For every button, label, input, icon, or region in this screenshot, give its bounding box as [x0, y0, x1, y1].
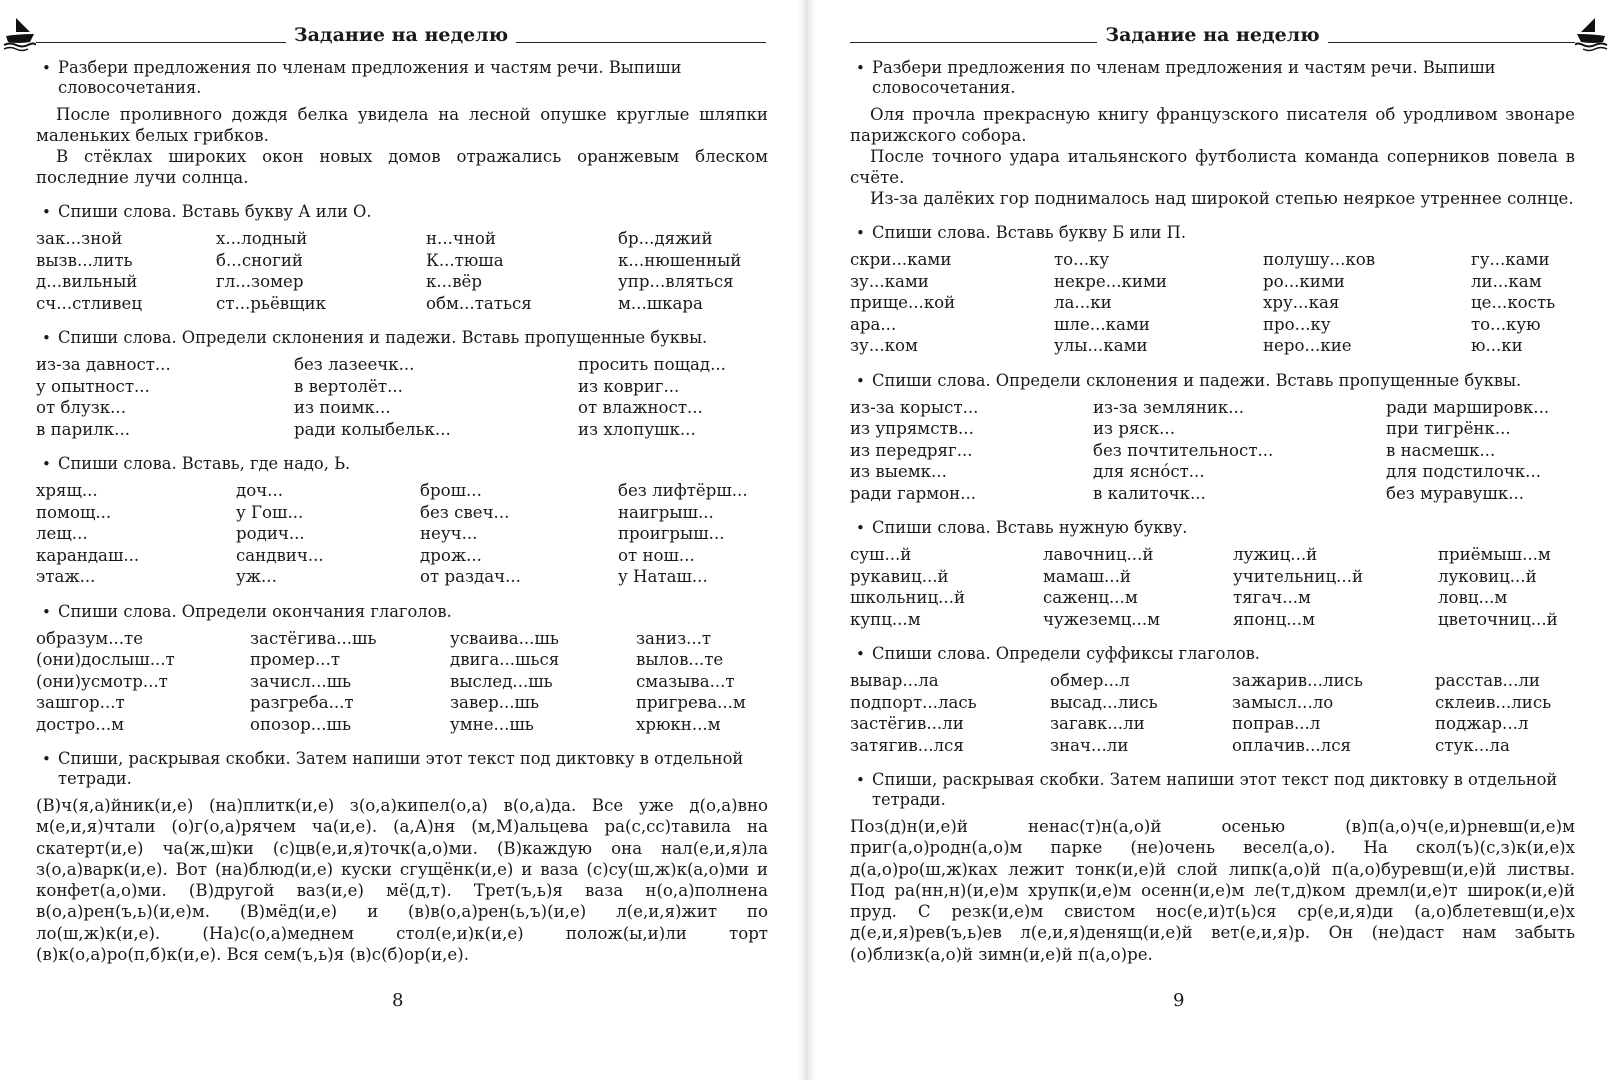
- word-grid: [850, 397, 1575, 505]
- word: доч...: [236, 481, 284, 500]
- word: из упрямств...: [850, 419, 974, 438]
- word: бр...дяжий: [618, 229, 713, 248]
- word: в насмешк...: [1386, 440, 1496, 460]
- word: из-за давност...: [36, 355, 171, 374]
- word: опозор...шь: [250, 714, 351, 734]
- word: выслед...шь: [450, 671, 553, 691]
- exercise-verb-suffixes: [850, 644, 1575, 756]
- word: разгреба...т: [250, 693, 354, 712]
- word: неуч...: [420, 524, 478, 543]
- word: улы...ками: [1054, 336, 1148, 355]
- word: без муравушк...: [1386, 483, 1525, 503]
- word: от влажност...: [578, 398, 703, 417]
- word: замысл...ло: [1232, 692, 1334, 712]
- header-rule: [516, 28, 766, 43]
- word: рукавиц...й: [850, 566, 949, 586]
- task-instruction: • Разбери предложения по членам предложения и частям речи. Выпиши словосочетания.: [36, 58, 768, 98]
- word: полушу...ков: [1263, 250, 1376, 269]
- task-instruction: • Спиши слова. Определи суффиксы глаголов.: [850, 644, 1575, 664]
- word: х...лодный: [216, 229, 308, 248]
- word: тягач...м: [1233, 588, 1311, 607]
- word: чужеземц...м: [1043, 609, 1160, 629]
- word: наигрыш...: [618, 502, 714, 522]
- word: завер...шь: [450, 693, 540, 712]
- task-instruction: • Спиши слова. Определи склонения и падежи. Вставь пропущенные буквы.: [850, 371, 1575, 391]
- word: у Гош...: [236, 502, 304, 522]
- sentence: Оля прочла прекрасную книгу французского писателя об уродливом звонаре парижского собора.: [850, 105, 1575, 145]
- word: поджар...л: [1435, 714, 1529, 733]
- word: образум...те: [36, 628, 144, 648]
- word: из-за земляник...: [1093, 397, 1245, 417]
- dictation-paragraph: Поз(д)н(и,е)й ненас(т)н(а,о)й осенью (в)п(а,о)ч(е,и)рневш(и,е)м приг(а,о)родн(а,о)м парке (не)очень весел(а,о). На скол(ъ)(с,з)к(и,е)х д(а,о)ро(ш,ж)ках лежит тонк(и,е)й слой липк(а,о)й п(а,о)буревш(и,е)й листвы. Под ра(нн,н)(и,е)м хрупк(и,е)м осенн(и,е)м ле(т,д)ком дремл(и,е)т широк(и,е)й пруд. С резк(и,е)м свистом нос(е,и)т(ь)ся ср(е,и,я)ди (а,о)блетевш(и,е)х д(е,и,я)рев(ъ,ь)ев л(е,и,я)денящ(и,е)й вет(е,и,я)р. Он (не)даст нам забыть (о)близк(а,о)й зимн(и,е)й п(а,о)ре.: [850, 817, 1575, 964]
- word: к...вёр: [426, 272, 482, 291]
- word: ради колыбельк...: [294, 419, 451, 439]
- task-instruction: • Спиши слова. Вставь букву Б или П.: [850, 223, 1575, 243]
- exercise-needed-letter: [850, 518, 1575, 630]
- task-instruction: • Спиши слова. Определи склонения и падежи. Вставь пропущенные буквы.: [36, 328, 768, 348]
- word: высад...лись: [1050, 692, 1158, 712]
- word: знач...ли: [1050, 735, 1129, 755]
- word: дрож...: [420, 545, 482, 565]
- word: без лифтёрш...: [618, 481, 748, 500]
- boat-ornament-icon: [2, 14, 36, 54]
- word: ради гармон...: [850, 483, 977, 503]
- word: из ряск...: [1093, 419, 1175, 438]
- word-grid: [850, 544, 1575, 630]
- word: зажарив...лись: [1232, 671, 1363, 690]
- page-header: [850, 22, 1575, 48]
- word: вывар...ла: [850, 671, 939, 690]
- word: хру...кая: [1263, 293, 1340, 312]
- word: гл...зомер: [216, 272, 304, 291]
- word: уж...: [236, 567, 277, 586]
- page-number: 8: [392, 990, 404, 1011]
- word: то...ку: [1054, 250, 1110, 269]
- word: заниз...т: [636, 628, 712, 648]
- word: застёгив...ли: [850, 714, 964, 733]
- exercise-declensions: [850, 371, 1575, 505]
- word: у опытност...: [36, 376, 150, 396]
- word: саженц...м: [1043, 588, 1138, 607]
- word: промер...т: [250, 650, 341, 669]
- dictation-text: [36, 795, 768, 965]
- word: этаж...: [36, 567, 96, 586]
- word: цветочниц...й: [1438, 609, 1558, 629]
- word: от нош...: [618, 545, 695, 565]
- exercise-b-or-p: [850, 223, 1575, 357]
- word: умне...шь: [450, 714, 534, 734]
- word: учительниц...й: [1233, 566, 1364, 586]
- right-content: [850, 58, 1575, 979]
- boat-ornament-icon: [1575, 14, 1609, 54]
- word-grid: [36, 228, 768, 314]
- word: ли...кам: [1471, 271, 1542, 291]
- word: зачисл...шь: [250, 671, 352, 691]
- word: от блузк...: [36, 398, 126, 417]
- word: приёмыш...м: [1438, 545, 1551, 564]
- word: из выемк...: [850, 462, 947, 481]
- word: д...вильный: [36, 272, 138, 291]
- word: лужиц...й: [1233, 545, 1318, 564]
- word: поправ...л: [1232, 714, 1321, 733]
- word: усваива...шь: [450, 628, 559, 648]
- header-rule: [850, 28, 1097, 43]
- word: гу...ками: [1471, 250, 1550, 269]
- exercise-dictation: [36, 749, 768, 965]
- word: суш...й: [850, 545, 912, 564]
- word: достро...м: [36, 714, 125, 734]
- word: от раздач...: [420, 567, 521, 586]
- page-header: [36, 22, 766, 48]
- word: упр...вляться: [618, 272, 734, 291]
- word: про...ку: [1263, 314, 1331, 334]
- word: зашгор...т: [36, 693, 125, 712]
- exercise-parse-sentences: [850, 58, 1575, 209]
- exercise-declensions: [36, 328, 768, 440]
- word: сч...стливец: [36, 293, 142, 313]
- right-page: [810, 0, 1613, 1080]
- word: из поимк...: [294, 398, 391, 417]
- word: ради маршировк...: [1386, 397, 1550, 417]
- word: лавочниц...й: [1043, 545, 1154, 564]
- word: к...нюшенный: [618, 250, 742, 270]
- task-instruction: • Спиши слова. Вставь, где надо, Ь.: [36, 454, 768, 474]
- word: прище...кой: [850, 293, 956, 312]
- word: для подстилочк...: [1386, 462, 1541, 481]
- word: скри...ками: [850, 250, 952, 269]
- word: луковиц...й: [1438, 566, 1537, 586]
- sentence: После точного удара итальянского футболиста команда соперников повела в счёте.: [850, 147, 1575, 187]
- word: н...чной: [426, 229, 496, 248]
- word: расстав...ли: [1435, 671, 1540, 690]
- word: сандвич...: [236, 545, 324, 565]
- task-instruction: • Спиши слова. Вставь нужную букву.: [850, 518, 1575, 538]
- exercise-a-or-o: [36, 202, 768, 314]
- word: подпорт...лась: [850, 692, 977, 712]
- word: К...тюша: [426, 250, 504, 270]
- word: ро...кими: [1263, 271, 1345, 291]
- word: в вертолёт...: [294, 376, 403, 396]
- word: из-за корыст...: [850, 397, 979, 417]
- word: затягив...лся: [850, 735, 964, 755]
- word: зу...ками: [850, 271, 929, 291]
- sentence: В стёклах широких окон новых домов отражались оранжевым блеском последние лучи солнца.: [36, 147, 768, 187]
- word: брош...: [420, 481, 482, 500]
- word: хрюкн...м: [636, 714, 721, 734]
- word: ловц...м: [1438, 588, 1508, 607]
- word: из ковриг...: [578, 376, 680, 396]
- word: помощ...: [36, 502, 112, 522]
- word: двига...шься: [450, 650, 560, 669]
- word: застёгива...шь: [250, 628, 377, 648]
- exercise-dictation: [850, 770, 1575, 965]
- word: из хлопушк...: [578, 419, 696, 439]
- word-grid: [36, 480, 768, 588]
- word: загавк...ли: [1050, 714, 1145, 733]
- task-instruction: • Разбери предложения по членам предложения и частям речи. Выпиши словосочетания.: [850, 58, 1575, 98]
- word: ст...рьёвщик: [216, 293, 326, 313]
- exercise-verb-endings: [36, 602, 768, 736]
- word: зак...зной: [36, 229, 123, 248]
- sentence: Из-за далёких гор поднималось над широкой степью неяркое утреннее солнце.: [870, 189, 1574, 208]
- word: (они)усмотр...т: [36, 671, 168, 691]
- left-page: [0, 0, 800, 1080]
- word: зу...ком: [850, 336, 918, 355]
- word: оплачив...лся: [1232, 735, 1351, 755]
- word: японц...м: [1233, 609, 1315, 629]
- header-title: Задание на неделю: [1105, 24, 1320, 46]
- header-rule: [1328, 28, 1575, 43]
- word: обмер...л: [1050, 671, 1130, 690]
- task-instruction: • Спиши слова. Определи окончания глаголов.: [36, 602, 768, 622]
- word: це...кость: [1471, 293, 1556, 312]
- word: м...шкара: [618, 293, 703, 313]
- sentence: После проливного дождя белка увидела на лесной опушке круглые шляпки маленьких белых грибков.: [36, 105, 768, 145]
- word: из передряг...: [850, 440, 973, 460]
- word: ара...: [850, 314, 897, 334]
- word: для яснóст...: [1093, 462, 1205, 481]
- word: карандаш...: [36, 545, 140, 565]
- word: при тигрёнк...: [1386, 419, 1511, 438]
- word: без свеч...: [420, 502, 510, 522]
- word-grid: [36, 628, 768, 736]
- word: мамаш...й: [1043, 566, 1131, 586]
- exercise-parse-sentences: [36, 58, 768, 188]
- word: склеив...лись: [1435, 692, 1552, 712]
- word: проигрыш...: [618, 524, 725, 543]
- exercise-soft-sign: [36, 454, 768, 588]
- word: в парилк...: [36, 419, 130, 439]
- dictation-text: [850, 816, 1575, 965]
- word-grid: [850, 670, 1575, 756]
- word: обм...таться: [426, 293, 532, 313]
- word: (они)дослыш...т: [36, 650, 175, 669]
- word-grid: [850, 249, 1575, 357]
- task-instruction: • Спиши, раскрывая скобки. Затем напиши этот текст под диктовку в отдельной тетради.: [850, 770, 1575, 810]
- word: неро...кие: [1263, 336, 1352, 355]
- word: хрящ...: [36, 481, 98, 500]
- word: лещ...: [36, 524, 88, 543]
- dictation-paragraph: (В)ч(я,а)йник(и,е) (на)плитк(и,е) з(о,а)кипел(о,а) в(о,а)да. Все уже д(о,а)вно м(е,и,я)чтали (о)г(о,а)рячем ча(и,е). (а,А)ня (м,М)альцева ра(с,сс)тавила на скатерт(и,е) ча(ж,ш)ки (с)цв(е,и,я)точк(а,о)ми. (В)каждую она нал(е,и,я)ла з(о,а)варк(и,е). Вот (на)блюд(и,е) куски сгущёнк(и,е) и ваза (с)су(ш,ж)к(а,о)ми и конфет(а,о)ми. (В)другой ваз(и,е) мё(д,т). Трет(ъ,ь)я ваза н(о,а)полнена в(о,а)рен(ъ,ь)(и,е)м. (В)мёд(и,е) и (в)в(о,а)рен(ь,ъ)(и,е) л(е,и,я)жит по ло(ш,ж)к(и,е). (На)с(о,а)меднем стол(е,и)к(и,е) полож(ы,и)ли торт (в)к(о,а)ро(п,б)к(и,е). Вся сем(ъ,ь)я (в)с(б)ор(и,е).: [36, 796, 768, 965]
- word: вылов...те: [636, 650, 724, 669]
- word: вызв...лить: [36, 250, 133, 270]
- word: родич...: [236, 524, 305, 543]
- word: смазыва...т: [636, 671, 735, 691]
- task-instruction: • Спиши, раскрывая скобки. Затем напиши этот текст под диктовку в отдельной тетради.: [36, 749, 768, 789]
- word: просить пощад...: [578, 355, 726, 374]
- word: некре...кими: [1054, 271, 1167, 291]
- header-rule: [36, 28, 286, 43]
- header-title: Задание на неделю: [293, 24, 509, 46]
- word: то...кую: [1471, 314, 1541, 334]
- word: без лазеечк...: [294, 355, 415, 374]
- word: ла...ки: [1054, 293, 1112, 312]
- word: школьниц...й: [850, 588, 966, 607]
- word: стук...ла: [1435, 735, 1510, 755]
- word: ю...ки: [1471, 336, 1523, 355]
- word: в калиточк...: [1093, 483, 1206, 503]
- word: шле...ками: [1054, 314, 1150, 334]
- word: б...сногий: [216, 250, 303, 270]
- task-instruction: • Спиши слова. Вставь букву А или О.: [36, 202, 768, 222]
- word: пригрева...м: [636, 693, 746, 712]
- word-grid: [36, 354, 768, 440]
- word: купц...м: [850, 609, 921, 629]
- word: у Наташ...: [618, 567, 708, 586]
- page-number: 9: [1173, 990, 1185, 1011]
- left-content: [36, 58, 768, 979]
- word: без почтительност...: [1093, 440, 1274, 460]
